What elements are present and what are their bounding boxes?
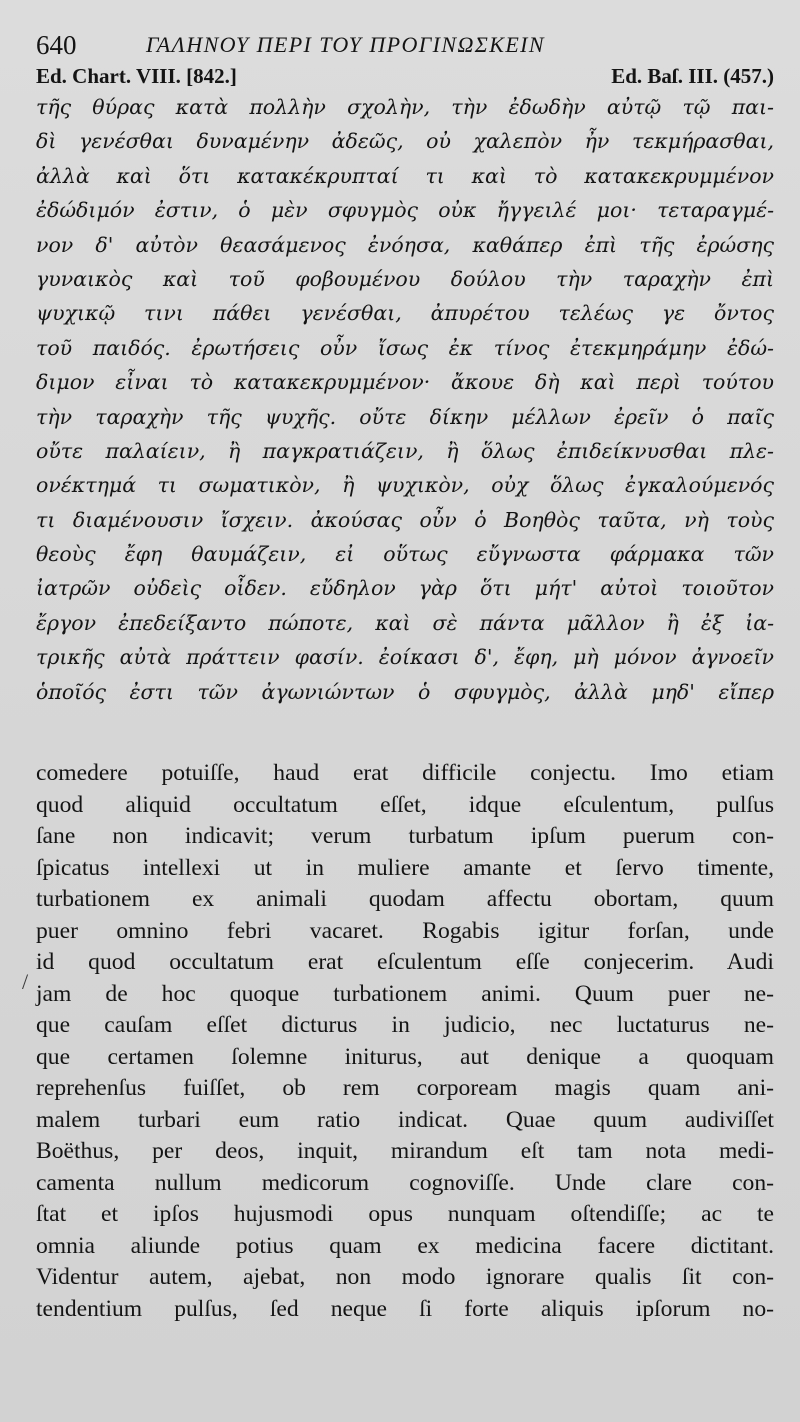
- latin-text-line: ſtat et ipſos hujusmodi opus nunquam oſtendiſſe; ac te: [36, 1201, 774, 1227]
- margin-mark: /: [22, 969, 29, 994]
- edition-references: [36, 64, 774, 92]
- greek-text-line: ψυχικῷ τινι πάθει γενέσθαι, ἀπυρέτου τελέως γε ὄντος: [36, 301, 774, 326]
- latin-text-line: ſpicatus intellexi ut in muliere amante et ſervo timente,: [36, 854, 774, 881]
- latin-text-line: tendentium pulſus, ſed neque ſi forte aliquis ipſorum no-: [36, 1295, 774, 1322]
- greek-text-line: ὁποῖός ἐστι τῶν ἀγωνιώντων ὁ σφυγμὸς, ἀλλὰ μηδ' εἴπερ: [36, 679, 774, 704]
- greek-text-line: ονέκτημά τι σωματικὸν, ἢ ψυχικὸν, οὐχ ὅλως ἐγκαλούμενός: [36, 473, 774, 498]
- latin-text-line: omnia aliunde potius quam ex medicina facere dictitant.: [36, 1232, 774, 1259]
- latin-text-line: id quod occultatum erat eſculentum eſſe conjecerim. Audi: [36, 949, 774, 975]
- greek-text-line: διμον εἶναι τὸ κατακεκρυμμένον· ἄκουε δὴ καὶ περὶ τούτου: [36, 370, 774, 395]
- greek-text-line: δὶ γενέσθαι δυναμένην ἀδεῶς, οὐ χαλεπὸν ἦν τεκμήρασθαι,: [36, 129, 774, 154]
- running-title: ΓΑΛΗΝΟΥ ΠΕΡΙ ΤΟΥ ΠΡΟΓΙΝΩΣΚΕΙΝ: [146, 32, 545, 57]
- running-head: [36, 24, 774, 64]
- greek-text-line: τι διαμένουσιν ἴσχειν. ἀκούσας οὖν ὁ Βοηθὸς ταῦτα, νὴ τοὺς: [36, 507, 774, 532]
- latin-text-line: Videntur autem, ajebat, non modo ignorare qualis ſit con-: [36, 1264, 774, 1290]
- latin-text-line: que cauſam eſſet dicturus in judicio, nec luctaturus ne-: [36, 1012, 774, 1038]
- greek-text-line: ἀλλὰ καὶ ὅτι κατακέκρυπταί τι καὶ τὸ κατακεκρυμμένον: [36, 163, 774, 188]
- greek-text-line: ἰατρῶν οὐδεὶς οἶδεν. εὔδηλον γὰρ ὅτι μήτ' αὐτοὶ τοιοῦτον: [36, 576, 774, 601]
- greek-text-line: τῆς θύρας κατὰ πολλὴν σχολὴν, τὴν ἐδωδὴν αὐτῷ τῷ παι-: [36, 95, 774, 119]
- latin-text-block: [36, 758, 774, 1325]
- latin-text-line: que certamen ſolemne initurus, aut denique a quoquam: [36, 1043, 774, 1070]
- latin-text-line: malem turbari eum ratio indicat. Quae quum audiviſſet: [36, 1106, 774, 1133]
- greek-text-line: ἔργον ἐπεδείξαντο πώποτε, καὶ σὲ πάντα μᾶλλον ἢ ἐξ ἰα-: [36, 610, 774, 635]
- latin-text-line: puer omnino febri vacaret. Rogabis igitur forſan, unde: [36, 917, 774, 944]
- greek-text-line: νον δ' αὐτὸν θεασάμενος ἐνόησα, καθάπερ ἐπὶ τῆς ἐρώσης: [36, 232, 774, 257]
- latin-text-line: Boëthus, per deos, inquit, mirandum eſt tam nota medi-: [36, 1138, 774, 1164]
- latin-text-line: reprehenſus fuiſſet, ob rem corpoream magis quam ani-: [36, 1075, 774, 1101]
- greek-text-line: τοῦ παιδός. ἐρωτήσεις οὖν ἴσως ἐκ τίνος ἐτεκμηράμην ἐδώ-: [36, 335, 774, 360]
- edition-reference-basel: Ed. Baſ. III. (457.): [611, 64, 774, 88]
- latin-text-line: ſane non indicavit; verum turbatum ipſum puerum con-: [36, 823, 774, 849]
- latin-text-line: camenta nullum medicorum cognoviſſe. Unde clare con-: [36, 1169, 774, 1196]
- greek-text-line: οὔτε παλαίειν, ἢ παγκρατιάζειν, ἢ ὅλως ἐπιδείκνυσθαι πλε-: [36, 438, 774, 463]
- latin-text-line: comedere potuiſſe, haud erat difficile conjectu. Imo etiam: [36, 760, 774, 786]
- greek-text-line: ἐδώδιμόν ἐστιν, ὁ μὲν σφυγμὸς οὐκ ἤγγειλέ μοι· τεταραγμέ-: [36, 198, 774, 223]
- greek-text-line: τρικῆς αὐτὰ πράττειν φασίν. ἐοίκασι δ', ἔφη, μὴ μόνον ἀγνοεῖν: [36, 645, 774, 670]
- greek-text-line: τὴν ταραχὴν τῆς ψυχῆς. οὔτε δίκην μέλλων ἐρεῖν ὁ παῖς: [36, 404, 774, 429]
- latin-text-line: quod aliquid occultatum eſſet, idque eſculentum, pulſus: [36, 791, 774, 818]
- page-number: 640: [36, 30, 77, 60]
- greek-text-block: [36, 90, 774, 709]
- edition-reference-chartier: Ed. Chart. VIII. [842.]: [36, 64, 237, 88]
- greek-text-line: θεοὺς ἔφη θαυμάζειν, εἰ οὕτως εὔγνωστα φάρμακα τῶν: [36, 542, 774, 567]
- latin-text-line: turbationem ex animali quodam affectu obortam, quum: [36, 886, 774, 912]
- greek-text-line: γυναικὸς καὶ τοῦ φοβουμένου δούλου τὴν ταραχὴν ἐπὶ: [36, 266, 774, 291]
- latin-text-line: jam de hoc quoque turbationem animi. Quum puer ne-: [36, 980, 774, 1007]
